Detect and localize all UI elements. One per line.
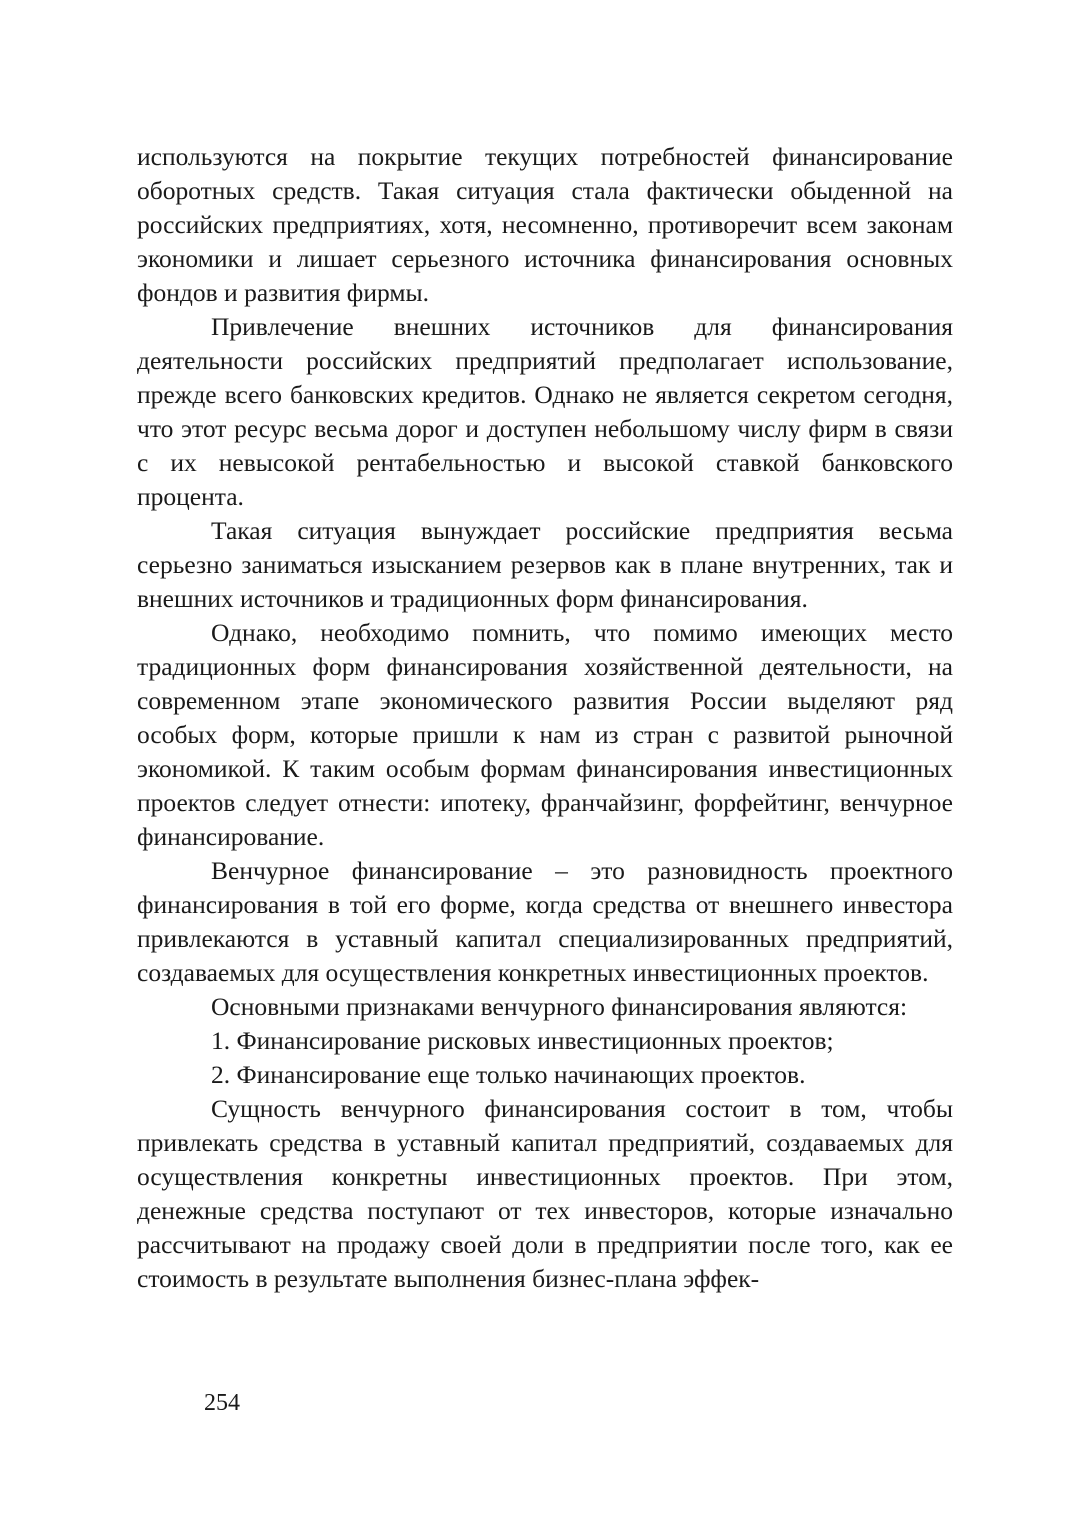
paragraph-special-forms: Однако, необходимо помнить, что помимо имеющих место традиционных форм финансирования хозяйственной деятельности, на современном этапе экономического развития России выделяют ряд особых форм, которые пришли к нам из стран с развитой рыночной экономикой. К таким особым формам финансирования инвестиционных проектов следует отнести: ипотеку, франчайзинг, форфейтинг, венчурное финансирование. xyxy=(137,618,953,851)
page-body-text xyxy=(137,140,953,1296)
paragraph-reserves: Такая ситуация вынуждает российские предприятия весьма серьезно заниматься изысканием резервов как в плане внутренних, так и внешних источников и традиционных форм финансирования. xyxy=(137,516,953,613)
paragraph-venture-definition: Венчурное финансирование – это разновидность проектного финансирования в той его форме, когда средства от внешнего инвестора привлекаются в уставный капитал специализированных предприятий, создаваемых для осуществления конкретных инвестиционных проектов. xyxy=(137,856,953,987)
paragraph-venture-features: Основными признаками венчурного финансирования являются: xyxy=(211,992,908,1021)
paragraph-venture-essence: Сущность венчурного финансирования состоит в том, чтобы привлекать средства в уставный капитал предприятий, создаваемых для осуществления конкретны инвестиционных проектов. При этом, денежные средства поступают от тех инвесторов, которые изначально рассчитывают на продажу своей доли в предприятии после того, как ее стоимость в результате выполнения бизнес-плана эффек- xyxy=(137,1094,953,1293)
paragraph-continuation: используются на покрытие текущих потребностей финансирование оборотных средств. Такая ситуация стала фактически обыденной на российских предприятиях, хотя, несомненно, противоречит всем законам экономики и лишает серьезного источника финансирования основных фондов и развития фирмы. xyxy=(137,142,953,307)
page-number: 254 xyxy=(204,1390,240,1416)
paragraph-external-sources: Привлечение внешних источников для финансирования деятельности российских предприятий предполагает использование, прежде всего банковских кредитов. Однако не является секретом сегодня, что этот ресурс весьма дорог и доступен небольшому числу фирм в связи с их невысокой рентабельностью и высокой ставкой банковского процента. xyxy=(137,312,953,511)
list-item-2: 2. Финансирование еще только начинающих проектов. xyxy=(211,1060,806,1089)
list-item-1: 1. Финансирование рисковых инвестиционных проектов; xyxy=(211,1026,834,1055)
